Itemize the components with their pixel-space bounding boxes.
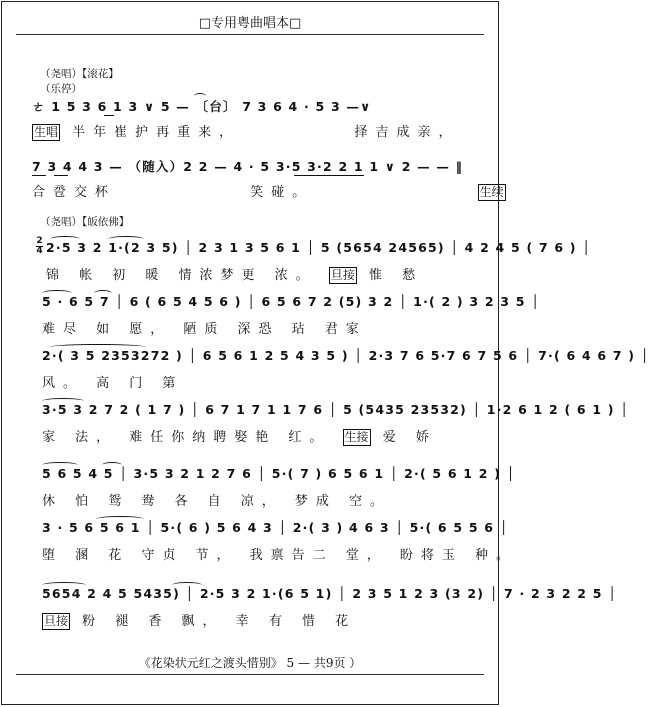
role-tag: 旦接 <box>330 268 355 282</box>
notation: 2·5 3 2 1·(2 3 5) │ 2 3 1 3 5 6 1 │ 5 (5654 24565) │ 4 2 4 5 ( 7 6 ) │ <box>46 240 591 255</box>
lyric-text: 爱 娇 <box>382 430 437 445</box>
lyric-text: 惟 愁 <box>368 268 424 283</box>
lyrics <box>32 181 506 201</box>
lyrics: 堕 溷 花 守贞 节， 我禀告二 堂， 盼将玉 种。 <box>42 548 518 563</box>
notation: 7 3 4 4 3 — （随入）2 2 — 4 · 5 3·5 3·2 2 1 1 ∨ 2 — — ‖ <box>32 159 464 174</box>
score-line <box>42 520 518 564</box>
score-line <box>32 157 504 201</box>
score-line <box>42 348 649 392</box>
notation: 3·5 3 2 7 2 ( 1 7 ) │ 6 7 1 7 1 1 7 6 │ 5 (5435 23532) │ 1·2 6 1 2 ( 6 1 ) │ <box>42 402 630 417</box>
score-line <box>32 97 484 141</box>
role-tag: 生续 <box>479 185 504 199</box>
page-footer: 《花染状元红之渡头惜别》 5 — 共9页 ） <box>138 656 362 670</box>
lyric-text: 笑碰。 <box>250 185 314 200</box>
score-page <box>1 1 649 705</box>
notation: 2·( 3 5 2353272 ) │ 6 5 6 1 2 5 4 3 5 ) │ 2·3 7 6 5·7 6 7 5 6 │ 7·( 6 4 6 7 ) │ <box>42 348 649 363</box>
lyric-text: 粉 褪 香 飘， 幸 有 惜 花 <box>82 614 357 629</box>
score-line <box>42 402 630 446</box>
score-line <box>42 466 516 510</box>
footer-rule <box>16 674 484 675</box>
lyric-text: 锦 帐 初 暖 情浓梦更 浓。 <box>46 268 317 283</box>
score-line <box>46 240 591 284</box>
notation: 3 · 5 6 5 6 1 │ 5·( 6 ) 5 6 4 3 │ 2·( 3 ) 4 6 3 │ 5·( 6 5 5 6 │ <box>42 520 509 535</box>
role-tag: 生接 <box>344 430 369 444</box>
page-header: □专用粤曲唱本□ <box>198 16 302 31</box>
score-line <box>42 294 540 338</box>
section1-singer: （尧唱）【滚花】 <box>40 68 119 80</box>
lyric-text: 半年崔护再重来， <box>72 125 241 140</box>
role-tag: 旦接 <box>44 614 69 628</box>
notation: ㄜ 1 5 3 6 1 3 ∨ 5 — 〔台〕 7 3 6 4 · 5 3 —∨ <box>32 99 372 114</box>
lyrics <box>42 610 356 630</box>
lyrics <box>32 121 459 141</box>
notation: 5 · 6 5 7 │ 6 ( 6 5 4 5 6 ) │ 6 5 6 7 2 (5) 3 2 │ 1·( 2 ) 3 2 3 5 │ <box>42 294 540 309</box>
lyrics: 休 怕 鸳 鸯 各 自 凉， 梦成 空。 <box>42 494 392 509</box>
lyric-text: 择吉成亲， <box>354 125 460 140</box>
notation: 5 6 5 4 5 │ 3·5 3 2 1 2 7 6 │ 5·( 7 ) 6 5 6 1 │ 2·( 5 6 1 2 ) │ <box>42 466 516 481</box>
section1-pause: （乐停） <box>40 83 82 95</box>
lyrics <box>42 426 437 446</box>
role-tag: 生唱 <box>34 125 59 139</box>
section2-singer: （尧唱）【皈依佛】 <box>40 216 130 228</box>
notation: 5654 2 4 5 5435) │ 2·5 3 2 1·(6 5 1) │ 2 3 5 1 2 3 (3 2) │ 7 · 2 3 2 2 5 │ <box>42 586 617 601</box>
lyrics: 风。 高 门 第 <box>42 376 184 391</box>
time-signature: 2 4 <box>36 236 43 256</box>
score-line <box>42 586 617 630</box>
lyrics <box>46 264 423 284</box>
lyrics: 难尽 如 愿， 陋质 深恐 玷 君家 <box>42 322 367 337</box>
header-rule <box>16 34 484 35</box>
lyric-text: 合卺交杯 <box>32 185 117 200</box>
lyric-text: 家 法， 难任你纳聘娶艳 红。 <box>42 430 331 445</box>
